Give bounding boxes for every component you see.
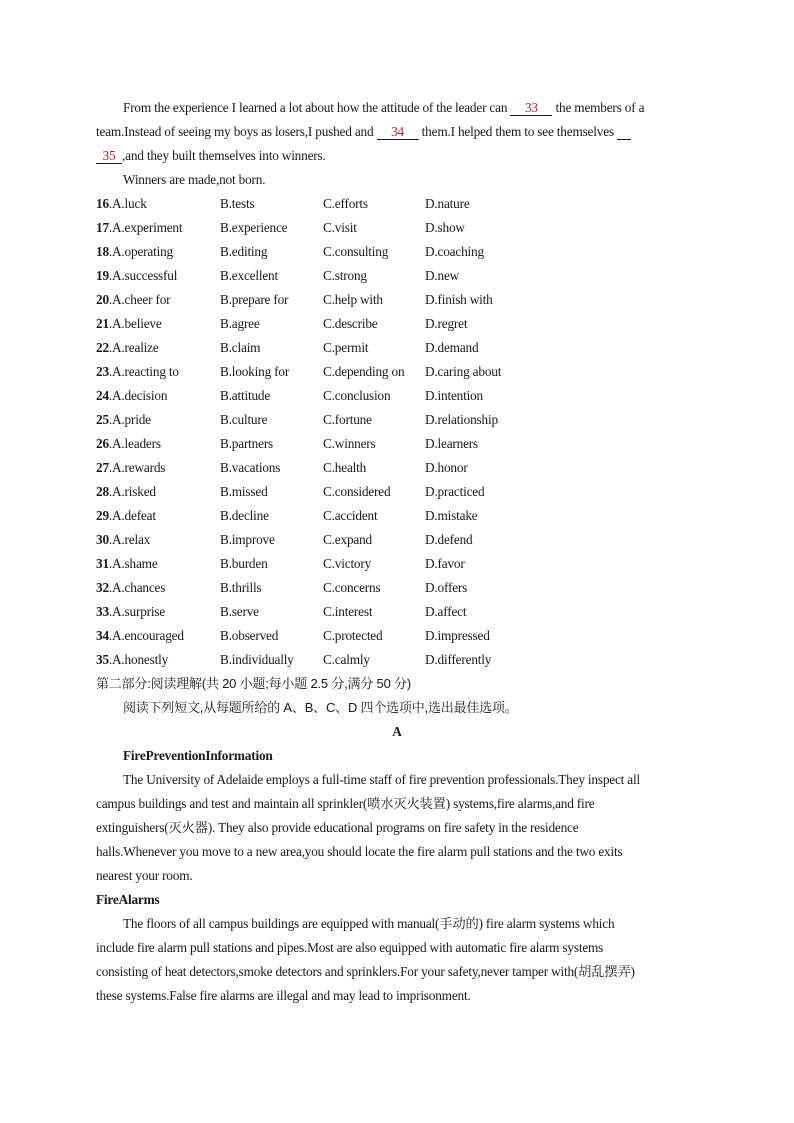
option-a [96,312,162,336]
option-d: D.nature [425,196,470,211]
option-c: C.visit [323,220,357,235]
option-d: D.finish with [425,292,493,307]
subheading: FireAlarms [96,892,160,907]
option-d: D.new [425,268,460,283]
paragraph-line: campus buildings and test and maintain all sprinkler(喷水灭火装置) systems,fire alarms,and fire [96,796,595,811]
option-a [96,432,161,456]
passage-line-4: Winners are made,not born. [123,172,266,187]
option-b: B.excellent [220,268,278,283]
option-a [96,480,156,504]
option-a-text: .A.chances [108,580,166,595]
option-a [96,288,170,312]
option-d: D.practiced [425,484,485,499]
option-d: D.mistake [425,508,478,523]
option-a-text: .A.operating [108,244,173,259]
option-a [96,528,150,552]
option-d: D.demand [425,340,479,355]
option-b: B.burden [220,556,268,571]
option-d: D.coaching [425,244,484,259]
option-a [96,192,147,216]
option-a-text: .A.defeat [108,508,156,523]
option-a-text: .A.rewards [108,460,166,475]
option-a-text: .A.encouraged [108,628,184,643]
passage-heading: FirePreventionInformation [123,748,273,763]
option-a-text: .A.decision [108,388,168,403]
question-number: 30 [96,532,109,547]
paragraph-line: consisting of heat detectors,smoke detectors and sprinklers.For your safety,never tamper with(胡乱摆弄) [96,964,635,979]
option-c: C.help with [323,292,383,307]
passage-line-3 [96,144,696,168]
option-a [96,408,151,432]
option-c: C.accident [323,508,378,523]
option-d: D.impressed [425,628,490,643]
option-b: B.claim [220,340,261,355]
option-a [96,552,158,576]
option-d: D.affect [425,604,467,619]
option-b: B.looking for [220,364,290,379]
option-a-text: .A.risked [108,484,156,499]
option-c: C.expand [323,532,372,547]
option-b: B.experience [220,220,288,235]
option-c: C.permit [323,340,369,355]
paragraph-line: include fire alarm pull stations and pipes.Most are also equipped with automatic fire alarm systems [96,940,604,955]
passage-text: From the experience I learned a lot about how the attitude of the leader can [123,100,511,115]
option-c: C.calmly [323,652,370,667]
option-a-text: .A.shame [108,556,158,571]
option-d: D.offers [425,580,468,595]
option-d: D.intention [425,388,483,403]
question-number: 31 [96,556,109,571]
option-a-text: .A.luck [108,196,147,211]
question-number: 24 [96,388,109,403]
option-a [96,576,165,600]
blank-34: 34 [377,125,419,140]
option-a [96,264,177,288]
question-number: 29 [96,508,109,523]
option-c: C.efforts [323,196,368,211]
option-c: C.health [323,460,367,475]
option-d: D.defend [425,532,473,547]
option-d: D.show [425,220,465,235]
option-c: C.fortune [323,412,372,427]
option-b: B.tests [220,196,255,211]
question-number: 19 [96,268,109,283]
option-c: C.describe [323,316,378,331]
passage-text: team.Instead of seeing my boys as losers,I pushed and [96,124,377,139]
option-a-text: .A.believe [108,316,162,331]
option-b: B.prepare for [220,292,289,307]
option-d: D.differently [425,652,492,667]
option-b: B.observed [220,628,279,643]
option-b: B.editing [220,244,268,259]
passage-line-2 [96,120,696,144]
option-b: B.decline [220,508,269,523]
option-b: B.vacations [220,460,281,475]
question-number: 34 [96,628,109,643]
option-b: B.partners [220,436,274,451]
paragraph-line: these systems.False fire alarms are illegal and may lead to imprisonment. [96,988,471,1003]
question-number: 25 [96,412,109,427]
paragraph-line: The University of Adelaide employs a full-time staff of fire prevention professionals.They inspect all [123,772,640,787]
option-b: B.attitude [220,388,271,403]
question-number: 35 [96,652,109,667]
option-a-text: .A.successful [108,268,178,283]
option-a-text: .A.realize [108,340,159,355]
option-a-text: .A.honestly [108,652,169,667]
option-a [96,216,182,240]
option-c: C.concerns [323,580,381,595]
option-c: C.considered [323,484,391,499]
passage-text: them.I helped them to see themselves [418,124,618,139]
question-number: 16 [96,196,109,211]
option-c: C.conclusion [323,388,391,403]
option-b: B.missed [220,484,268,499]
option-a [96,624,184,648]
option-b: B.agree [220,316,260,331]
option-b: B.thrills [220,580,262,595]
option-a [96,648,168,672]
question-number: 27 [96,460,109,475]
blank-33: 33 [510,101,552,116]
question-number: 26 [96,436,109,451]
option-d: D.learners [425,436,479,451]
option-d: D.relationship [425,412,498,427]
question-number: 20 [96,292,109,307]
passage-text: the members of a [552,100,645,115]
option-d: D.honor [425,460,468,475]
option-a [96,360,179,384]
passage-line-1 [123,96,723,120]
option-a-text: .A.surprise [108,604,166,619]
option-c: C.strong [323,268,367,283]
paragraph-line: The floors of all campus buildings are equipped with manual(手动的) fire alarm systems which [123,916,615,931]
question-number: 21 [96,316,109,331]
section-instruction: 阅读下列短文,从每题所给的 A、B、C、D 四个选项中,选出最佳选项。 [123,700,518,715]
option-c: C.depending on [323,364,405,379]
option-c: C.victory [323,556,372,571]
option-a [96,336,159,360]
option-d: D.regret [425,316,468,331]
option-a-text: .A.leaders [108,436,161,451]
option-a [96,504,156,528]
option-d: D.favor [425,556,465,571]
question-number: 22 [96,340,109,355]
option-c: C.protected [323,628,383,643]
question-number: 33 [96,604,109,619]
passage-label: A [392,724,402,739]
option-b: B.culture [220,412,268,427]
option-b: B.serve [220,604,259,619]
blank-underline [617,125,631,140]
option-d: D.caring about [425,364,502,379]
option-a [96,456,165,480]
option-a-text: .A.cheer for [108,292,171,307]
option-a-text: .A.relax [108,532,151,547]
question-number: 28 [96,484,109,499]
option-b: B.improve [220,532,275,547]
option-a-text: .A.pride [108,412,151,427]
paragraph-line: halls.Whenever you move to a new area,you should locate the fire alarm pull stations and the two exits [96,844,623,859]
passage-text: ,and they built themselves into winners. [122,148,326,163]
option-c: C.consulting [323,244,389,259]
question-number: 18 [96,244,109,259]
question-number: 32 [96,580,109,595]
blank-35: 35 [96,149,122,164]
question-number: 23 [96,364,109,379]
option-a [96,600,165,624]
option-a [96,240,173,264]
section-title: 第二部分:阅读理解(共 20 小题;每小题 2.5 分,满分 50 分) [96,676,411,691]
question-number: 17 [96,220,109,235]
paragraph-line: nearest your room. [96,868,193,883]
option-a-text: .A.experiment [108,220,183,235]
option-a [96,384,167,408]
paragraph-line: extinguishers(灭火器). They also provide educational programs on fire safety in the residence [96,820,579,835]
option-c: C.winners [323,436,376,451]
option-a-text: .A.reacting to [108,364,179,379]
option-c: C.interest [323,604,373,619]
option-b: B.individually [220,652,294,667]
